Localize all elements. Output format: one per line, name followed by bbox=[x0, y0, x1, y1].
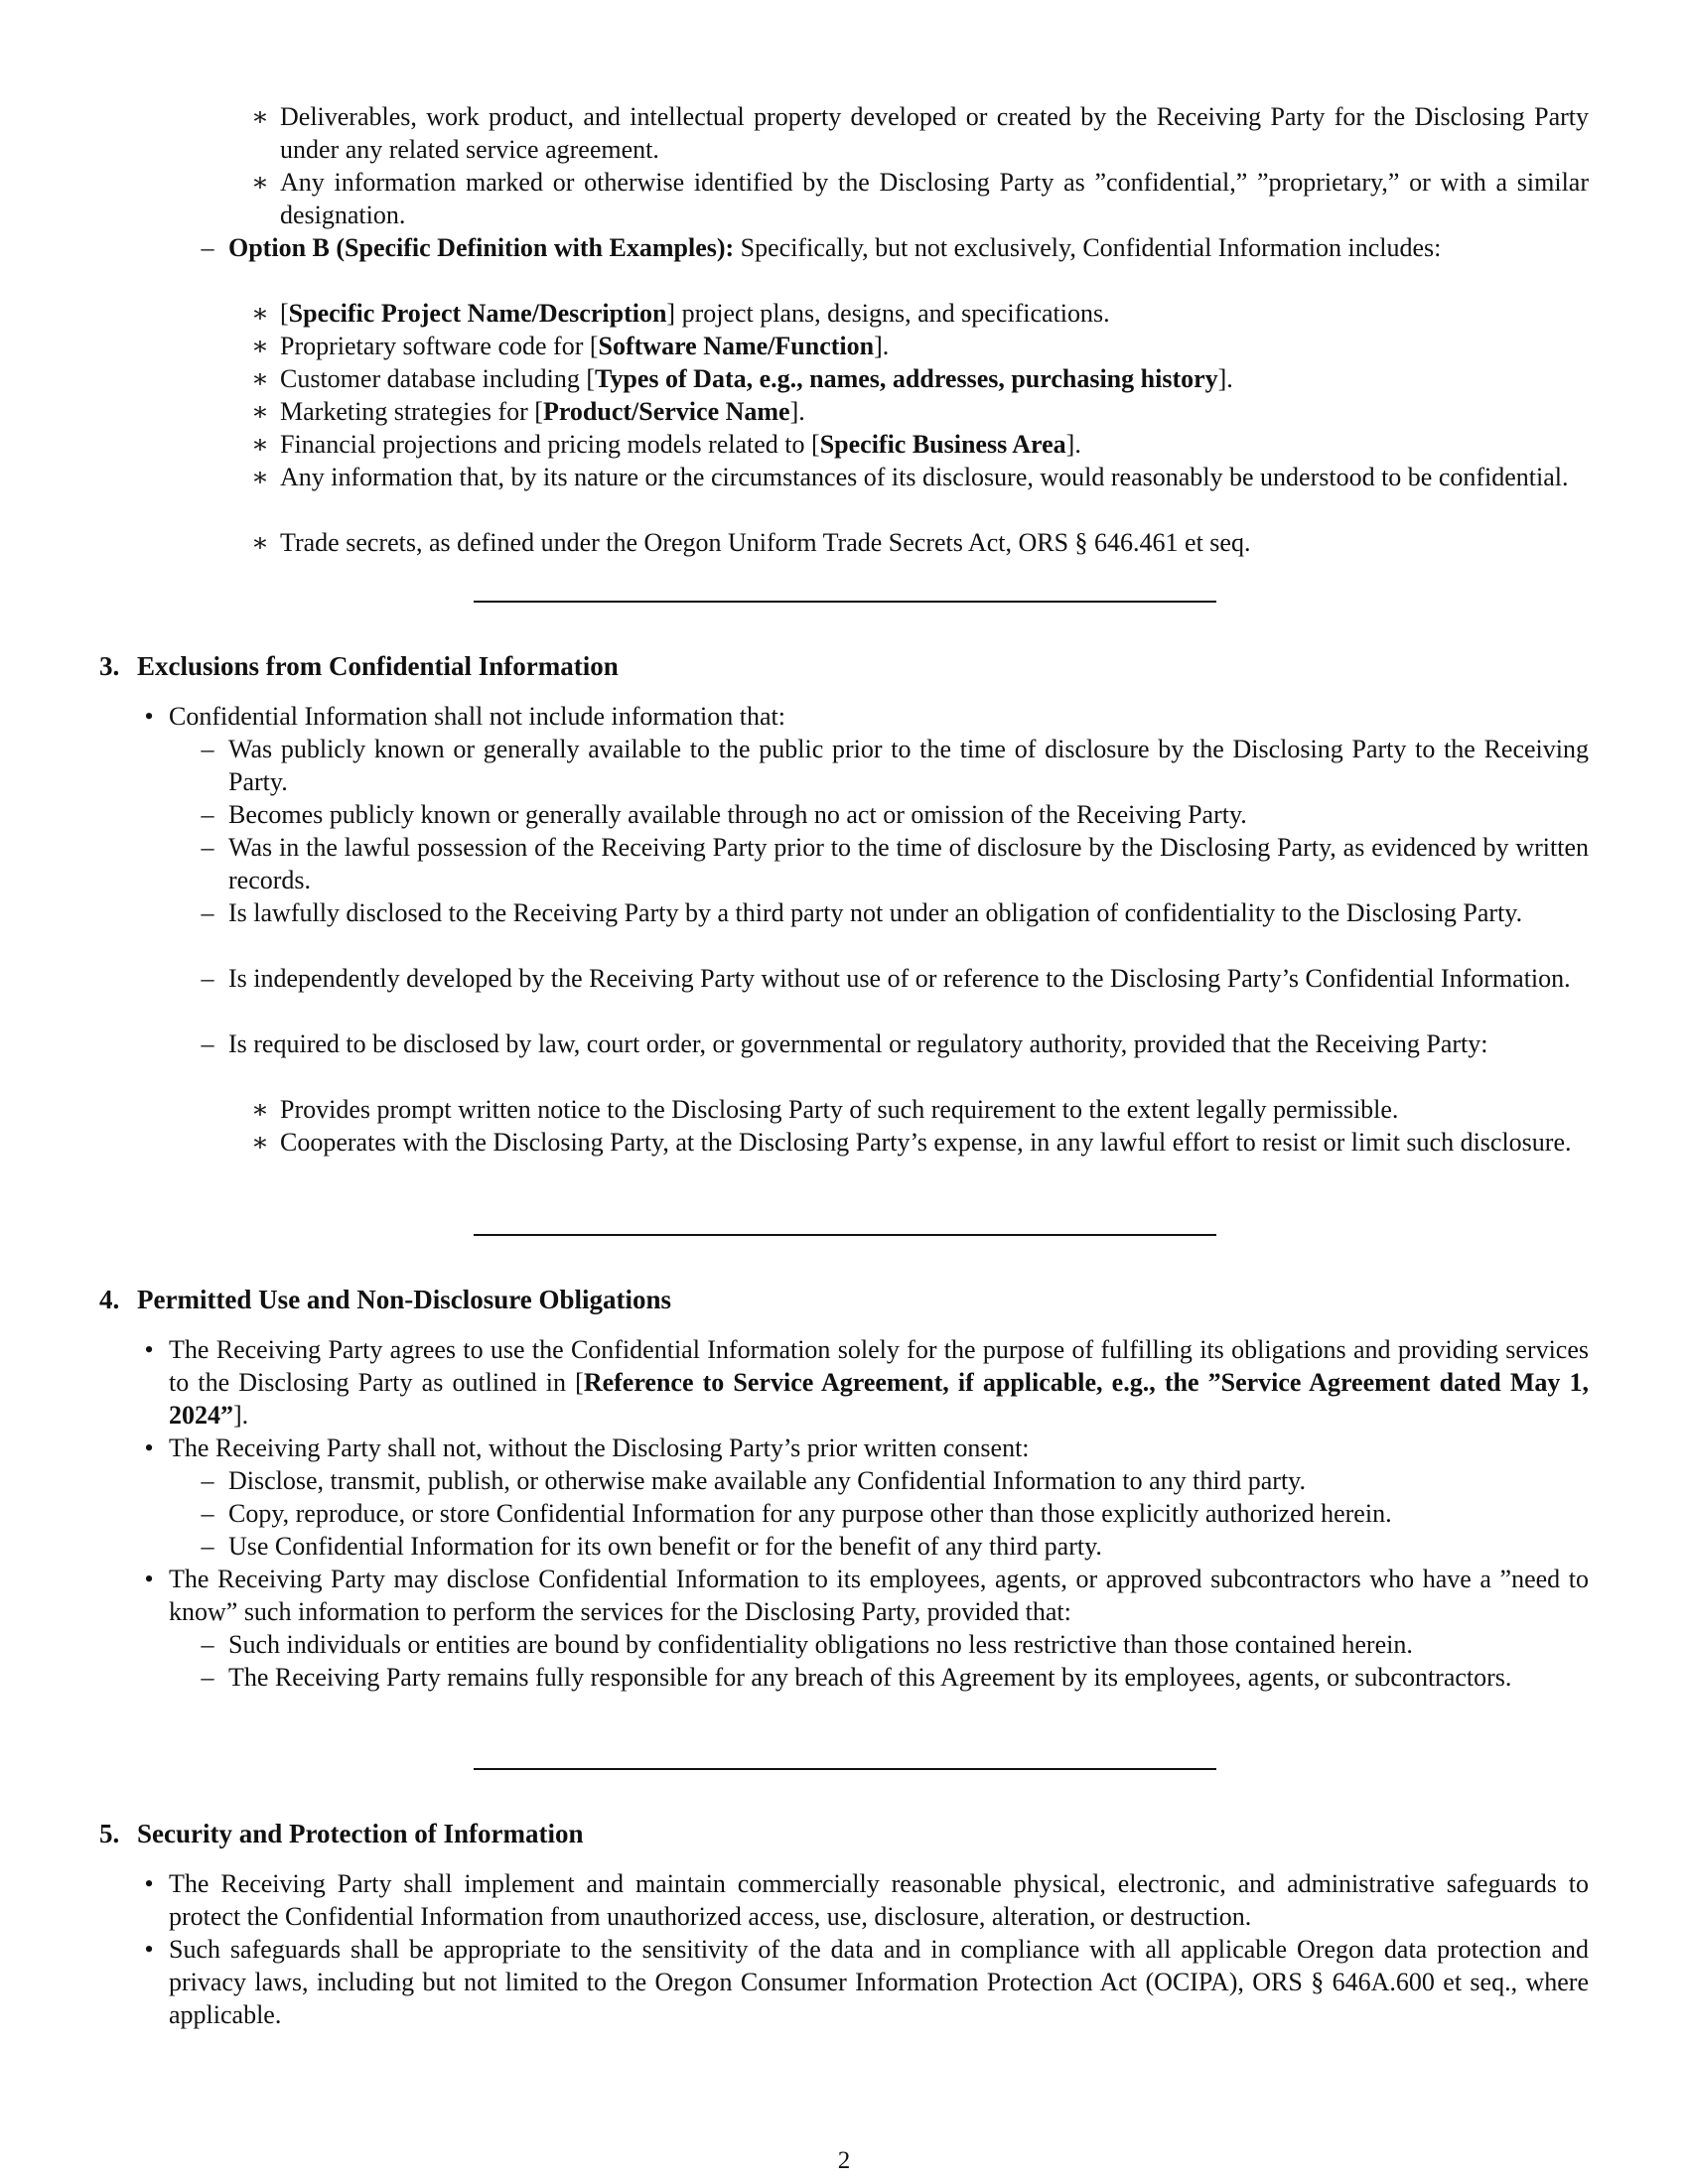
list-item bbox=[251, 526, 1589, 559]
item-text: Deliverables, work product, and intellectual property developed or created by the Receiving Party for the Disclosing Party under any related service agreement. bbox=[280, 102, 1589, 164]
star-marker: ∗ bbox=[251, 463, 269, 491]
placeholder-text: Types of Data, e.g., names, addresses, purchasing history bbox=[594, 364, 1218, 393]
dash-marker: – bbox=[201, 1029, 214, 1058]
item-text: Confidential Information shall not include information that: bbox=[169, 702, 785, 731]
list-item bbox=[251, 166, 1589, 231]
section-title: Permitted Use and Non-Disclosure Obligations bbox=[137, 1285, 671, 1314]
item-text: Customer database including [ bbox=[280, 364, 595, 393]
list-item bbox=[201, 231, 1589, 264]
item-text: Becomes publicly known or generally available through no act or omission of the Receiving Party. bbox=[228, 800, 1247, 829]
item-text: ]. bbox=[1217, 364, 1233, 393]
section-heading bbox=[99, 1284, 671, 1316]
item-text: The Receiving Party may disclose Confidential Information to its employees, agents, or approved subcontractors who have a ”need to know” such information to perform the services for the Disclosing Party, provided that: bbox=[169, 1565, 1589, 1626]
list-item bbox=[144, 1563, 1589, 1628]
bullet-marker: • bbox=[144, 1935, 154, 1964]
item-text: Specifically, but not exclusively, Confidential Information includes: bbox=[734, 233, 1442, 262]
list-item bbox=[144, 1432, 1589, 1464]
section-divider bbox=[474, 1234, 1216, 1236]
item-text: Disclose, transmit, publish, or otherwise make available any Confidential Information to any third party. bbox=[228, 1466, 1306, 1495]
list-item bbox=[144, 1933, 1589, 2031]
item-text: ]. bbox=[789, 397, 805, 426]
list-item bbox=[251, 1126, 1589, 1159]
dash-marker: – bbox=[201, 1630, 214, 1659]
item-text: Is required to be disclosed by law, court order, or governmental or regulatory authority, provided that the Receiving Party: bbox=[228, 1029, 1488, 1058]
item-text: Any information that, by its nature or the circumstances of its disclosure, would reasonably be understood to be confidential. bbox=[280, 463, 1569, 491]
item-text: The Receiving Party agrees to use the Confidential Information solely for the purpose of fulfilling its obligations and providing services to the Disclosing Party as outlined in [ bbox=[169, 1335, 1589, 1397]
section-divider bbox=[474, 1768, 1216, 1770]
placeholder-text: Specific Business Area bbox=[819, 430, 1066, 459]
page-number: 2 bbox=[837, 2147, 851, 2174]
bullet-marker: • bbox=[144, 702, 154, 731]
list-item bbox=[251, 461, 1589, 493]
section-number: 5. bbox=[99, 1819, 120, 1848]
list-item bbox=[201, 1027, 1589, 1060]
star-marker: ∗ bbox=[251, 397, 269, 426]
star-marker: ∗ bbox=[251, 1095, 269, 1124]
placeholder-text: Product/Service Name bbox=[542, 397, 790, 426]
item-text: Was in the lawful possession of the Receiving Party prior to the time of disclosure by the Disclosing Party, as evidenced by written records. bbox=[228, 833, 1589, 894]
item-text: Is independently developed by the Receiving Party without use of or reference to the Disclosing Party’s Confidential Information. bbox=[228, 964, 1571, 993]
item-text: ]. bbox=[233, 1401, 249, 1430]
item-text: Financial projections and pricing models related to [ bbox=[280, 430, 820, 459]
bullet-marker: • bbox=[144, 1335, 154, 1364]
item-text: [ bbox=[280, 299, 289, 328]
list-item bbox=[251, 362, 1589, 395]
item-text: Any information marked or otherwise identified by the Disclosing Party as ”confidential,” ”proprietary,” or with a similar designation. bbox=[280, 168, 1589, 229]
item-text: ] project plans, designs, and specifications. bbox=[666, 299, 1110, 328]
list-item bbox=[201, 962, 1589, 995]
bullet-marker: • bbox=[144, 1565, 154, 1593]
list-item bbox=[251, 297, 1589, 330]
item-text: Was publicly known or generally available to the public prior to the time of disclosure by the Disclosing Party to the Receiving Party. bbox=[228, 735, 1589, 796]
dash-marker: – bbox=[201, 1532, 214, 1561]
list-item bbox=[251, 428, 1589, 461]
star-marker: ∗ bbox=[251, 1128, 269, 1157]
bullet-marker: • bbox=[144, 1869, 154, 1898]
dash-marker: – bbox=[201, 898, 214, 927]
list-item bbox=[251, 100, 1589, 166]
star-marker: ∗ bbox=[251, 168, 269, 197]
item-text: Provides prompt written notice to the Disclosing Party of such requirement to the extent legally permissible. bbox=[280, 1095, 1399, 1124]
list-item bbox=[201, 1628, 1589, 1661]
dash-marker: – bbox=[201, 1499, 214, 1528]
option-b-label: Option B (Specific Definition with Examples): bbox=[228, 233, 735, 262]
section-title: Security and Protection of Information bbox=[137, 1819, 584, 1848]
list-item bbox=[201, 733, 1589, 798]
dash-marker: – bbox=[201, 800, 214, 829]
item-text: Proprietary software code for [ bbox=[280, 332, 599, 360]
item-text: Is lawfully disclosed to the Receiving Party by a third party not under an obligation of confidentiality to the Disclosing Party. bbox=[228, 898, 1523, 927]
dash-marker: – bbox=[201, 735, 214, 763]
star-marker: ∗ bbox=[251, 299, 269, 328]
item-text: Cooperates with the Disclosing Party, at the Disclosing Party’s expense, in any lawful effort to resist or limit such disclosure. bbox=[280, 1128, 1572, 1157]
section-title: Exclusions from Confidential Information bbox=[137, 651, 619, 681]
list-item bbox=[201, 896, 1589, 929]
star-marker: ∗ bbox=[251, 430, 269, 459]
placeholder-text: Specific Project Name/Description bbox=[288, 299, 667, 328]
list-item bbox=[201, 1661, 1589, 1694]
list-item bbox=[201, 798, 1589, 831]
item-text: Use Confidential Information for its own benefit or for the benefit of any third party. bbox=[228, 1532, 1102, 1561]
list-item bbox=[201, 1497, 1589, 1530]
list-item bbox=[144, 1867, 1589, 1933]
item-text: Copy, reproduce, or store Confidential Information for any purpose other than those explicitly authorized herein. bbox=[228, 1499, 1392, 1528]
list-item bbox=[251, 1093, 1589, 1126]
star-marker: ∗ bbox=[251, 332, 269, 360]
item-text: Such individuals or entities are bound by confidentiality obligations no less restrictive than those contained herein. bbox=[228, 1630, 1413, 1659]
list-item bbox=[251, 395, 1589, 428]
list-item bbox=[201, 831, 1589, 896]
list-item bbox=[144, 1333, 1590, 1432]
list-item bbox=[201, 1530, 1589, 1563]
placeholder-text: Reference to Service Agreement, if applicable, e.g., the ”Service Agreement dated May 1, 2024” bbox=[169, 1368, 1590, 1430]
list-item bbox=[251, 330, 1589, 362]
item-text: The Receiving Party remains fully responsible for any breach of this Agreement by its employees, agents, or subcontractors. bbox=[228, 1663, 1512, 1692]
list-item bbox=[201, 1464, 1589, 1497]
dash-marker: – bbox=[201, 833, 214, 862]
star-marker: ∗ bbox=[251, 364, 269, 393]
item-text: Trade secrets, as defined under the Oregon Uniform Trade Secrets Act, ORS § 646.461 et seq. bbox=[280, 528, 1251, 557]
item-text: The Receiving Party shall implement and maintain commercially reasonable physical, electronic, and administrative safeguards to protect the Confidential Information from unauthorized access, use, disclosure, alteration, or destruction. bbox=[169, 1869, 1589, 1931]
dash-marker: – bbox=[201, 233, 214, 262]
section-heading bbox=[99, 650, 619, 683]
section-number: 4. bbox=[99, 1285, 120, 1314]
list-item bbox=[144, 700, 1589, 733]
bullet-marker: • bbox=[144, 1433, 154, 1462]
item-text: The Receiving Party shall not, without the Disclosing Party’s prior written consent: bbox=[169, 1433, 1030, 1462]
star-marker: ∗ bbox=[251, 528, 269, 557]
dash-marker: – bbox=[201, 1466, 214, 1495]
section-heading bbox=[99, 1818, 583, 1850]
item-text: ]. bbox=[874, 332, 890, 360]
dash-marker: – bbox=[201, 964, 214, 993]
placeholder-text: Software Name/Function bbox=[598, 332, 875, 360]
item-text: Marketing strategies for [ bbox=[280, 397, 543, 426]
item-text: ]. bbox=[1065, 430, 1081, 459]
star-marker: ∗ bbox=[251, 102, 269, 131]
section-divider bbox=[474, 601, 1216, 603]
section-number: 3. bbox=[99, 651, 120, 681]
item-text: Such safeguards shall be appropriate to the sensitivity of the data and in compliance with all applicable Oregon data protection and privacy laws, including but not limited to the Oregon Consumer Information Protection Act (OCIPA), ORS § 646A.600 et seq., where applicable. bbox=[169, 1935, 1589, 2029]
dash-marker: – bbox=[201, 1663, 214, 1692]
